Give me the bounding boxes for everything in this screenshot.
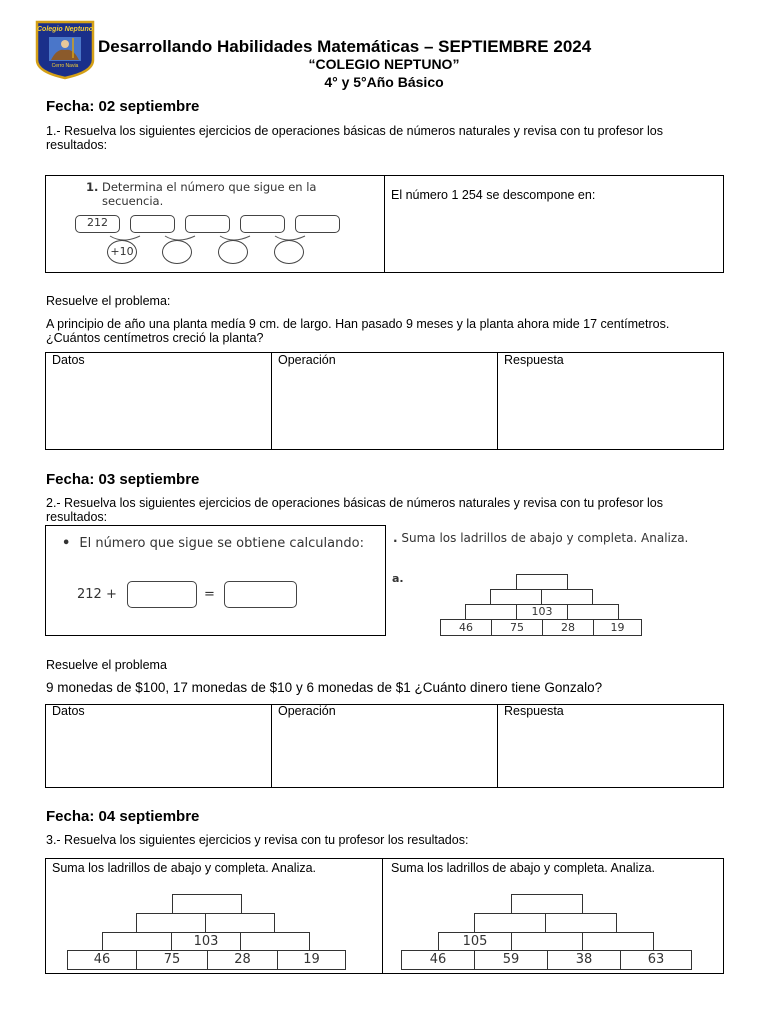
calc-box-blank[interactable]	[224, 581, 297, 608]
decompose-prompt: El número 1 254 se descompone en:	[391, 188, 596, 202]
problem-intro-2: Resuelve el problema	[46, 658, 167, 672]
calc-equals: =	[204, 587, 215, 602]
brick-base: 46	[440, 619, 492, 636]
brick-top[interactable]	[172, 894, 242, 914]
brick-base: 19	[277, 950, 346, 970]
exercise-divider-1	[384, 175, 385, 273]
brick-base: 75	[491, 619, 543, 636]
school-name: “COLEGIO NEPTUNO”	[308, 56, 460, 72]
brick-row3[interactable]	[240, 932, 310, 951]
col-datos-1: Datos	[52, 353, 85, 367]
brick-row3[interactable]	[582, 932, 654, 951]
school-logo	[33, 20, 97, 80]
instruction-3: 3.- Resuelva los siguientes ejercicios y revisa con tu profesor los resultados:	[46, 833, 469, 847]
brick-top[interactable]	[516, 574, 568, 590]
next-number-text: El número que sigue se obtiene calculando:	[79, 536, 364, 551]
answer-table-divider	[271, 352, 272, 450]
col-datos-2: Datos	[52, 704, 85, 718]
sequence-number: 1.	[86, 180, 99, 194]
brick-top[interactable]	[511, 894, 583, 914]
bricks-prompt-text: Suma los ladrillos de abajo y completa. Analiza.	[401, 531, 689, 545]
brick-base: 38	[547, 950, 621, 970]
brick-row2[interactable]	[474, 913, 546, 933]
sequence-step-circle[interactable]	[274, 240, 304, 264]
brick-row3-given: 103	[171, 932, 241, 951]
bricks-prompt-right: Suma los ladrillos de abajo y completa. Analiza.	[391, 861, 656, 875]
brick-base: 28	[542, 619, 594, 636]
date-heading-2: Fecha: 03 septiembre	[46, 471, 200, 488]
answer-table-divider	[271, 704, 272, 788]
brick-row2[interactable]	[136, 913, 206, 933]
sequence-step-circle[interactable]	[162, 240, 192, 264]
brick-base: 28	[207, 950, 278, 970]
brick-row3[interactable]	[102, 932, 172, 951]
sequence-box-blank[interactable]	[240, 215, 285, 233]
brick-base: 46	[401, 950, 475, 970]
date-heading-3: Fecha: 04 septiembre	[46, 808, 200, 825]
col-operacion-2: Operación	[278, 704, 336, 718]
sequence-step-circle: +10	[107, 240, 137, 264]
problem-intro-1: Resuelve el problema:	[46, 294, 171, 308]
logo-subtext: Cerro Navia	[51, 63, 79, 69]
sequence-box-blank[interactable]	[295, 215, 340, 233]
sequence-box-start: 212	[75, 215, 120, 233]
brick-base: 59	[474, 950, 548, 970]
next-number-prompt	[62, 535, 366, 553]
brick-row3-given: 105	[438, 932, 512, 951]
sequence-box-blank[interactable]	[185, 215, 230, 233]
answer-table-2	[45, 704, 724, 788]
brick-base: 19	[593, 619, 642, 636]
brick-row2[interactable]	[541, 589, 593, 605]
bricks-prompt-left: Suma los ladrillos de abajo y completa. Analiza.	[52, 861, 317, 875]
calc-start: 212 +	[77, 587, 117, 602]
calc-box-blank[interactable]	[127, 581, 197, 608]
exercise-divider-3	[382, 858, 383, 974]
brick-row3-given: 103	[516, 604, 568, 620]
grade-label: 4° y 5°Año Básico	[324, 74, 444, 90]
brick-row3[interactable]	[567, 604, 619, 620]
problem-2: 9 monedas de $100, 17 monedas de $10 y 6 monedas de $1 ¿Cuánto dinero tiene Gonzalo?	[46, 680, 603, 695]
sequence-box-blank[interactable]	[130, 215, 175, 233]
problem-1: A principio de año una planta medía 9 cm. de largo. Han pasado 9 meses y la planta ahora mide 17 centímetros. ¿Cuántos centímetros creció la planta?	[46, 317, 670, 345]
sequence-prompt: Determina el número que sigue en la secuencia.	[102, 180, 317, 208]
instruction-1: 1.- Resuelva los siguientes ejercicios de operaciones básicas de números naturales y revisa con tu profesor los resultados:	[46, 124, 663, 152]
brick-row3[interactable]	[511, 932, 583, 951]
bullet-icon: •	[62, 536, 80, 551]
answer-table-divider	[497, 352, 498, 450]
bullet-icon: .	[393, 531, 398, 545]
col-respuesta-1: Respuesta	[504, 353, 564, 367]
brick-row2[interactable]	[545, 913, 617, 933]
answer-table-1	[45, 352, 724, 450]
sequence-step-circle[interactable]	[218, 240, 248, 264]
brick-base: 46	[67, 950, 137, 970]
col-respuesta-2: Respuesta	[504, 704, 564, 718]
brick-base: 63	[620, 950, 692, 970]
bricks-letter: a.	[392, 572, 404, 585]
date-heading-1: Fecha: 02 septiembre	[46, 98, 200, 115]
brick-row2[interactable]	[205, 913, 275, 933]
instruction-2: 2.- Resuelva los siguientes ejercicios de operaciones básicas de números naturales y revisa con tu profesor los resultados:	[46, 496, 663, 524]
page-title: Desarrollando Habilidades Matemáticas – SEPTIEMBRE 2024	[98, 37, 592, 56]
brick-row2[interactable]	[490, 589, 542, 605]
answer-table-divider	[497, 704, 498, 788]
col-operacion-1: Operación	[278, 353, 336, 367]
brick-row3[interactable]	[465, 604, 517, 620]
brick-base: 75	[136, 950, 208, 970]
bricks-prompt-2	[393, 531, 713, 546]
logo-text: Colegio Neptuno	[37, 26, 93, 33]
